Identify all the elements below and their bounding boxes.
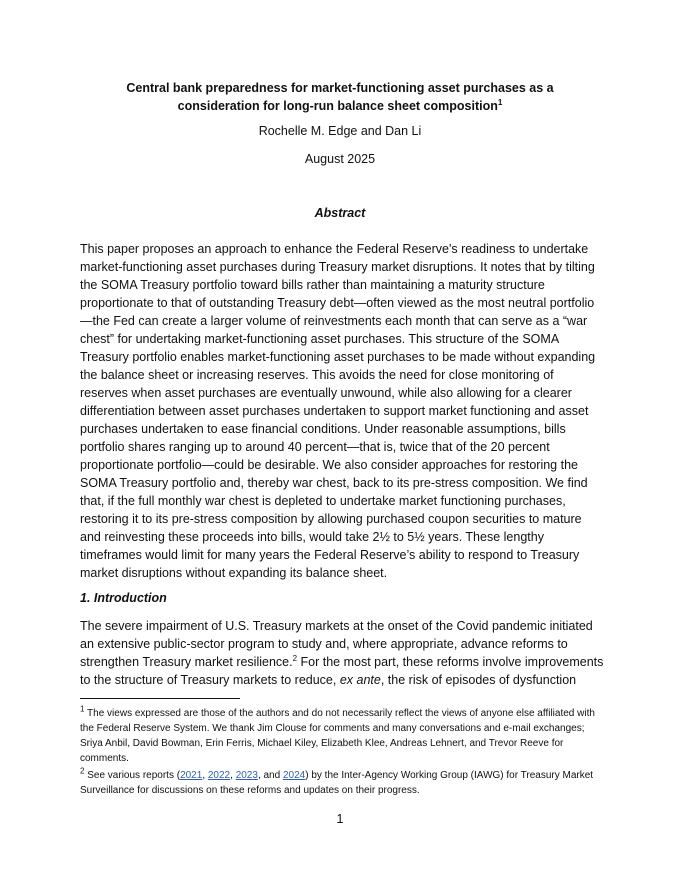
footnote-divider xyxy=(80,698,240,699)
intro-text-2: For the most part, these reforms involve improvements to the structure of Treasury markets to reduce, xyxy=(80,655,604,687)
report-link-2022[interactable]: 2022 xyxy=(207,770,231,781)
paper-title-text: Central bank preparedness for market-functioning asset purchases as a consideration for long-run balance sheet composition xyxy=(126,81,554,113)
footnote-2 xyxy=(80,768,605,798)
footnote-2-sep-3: , and xyxy=(257,770,283,781)
footnote-1 xyxy=(80,706,605,766)
abstract-body: This paper proposes an approach to enhance the Federal Reserve's readiness to undertake market-functioning asset purchases during Treasury market disruptions. It notes that by tilting the SOMA Treasury portfolio toward bills rather than maintaining a maturity structure proportionate to that of outstanding Treasury debt—often viewed as the most neutral portfolio—the Fed can create a larger volume of reinvestments each month that can serve as a “war chest” for undertaking market-functioning asset purchases. This structure of the SOMA Treasury portfolio enables market-functioning asset purchases to be made without expanding the balance sheet or increasing reserves. This avoids the need for close monitoring of reserves when asset purchases are eventually unwound, while also allowing for a clearer differentiation between asset purchases undertaken to support market functioning and asset purchases undertaken to ease financial conditions. Under reasonable assumptions, bills portfolio shares ranging up to around 40 percent—that is, twice that of the 20 percent proportionate portfolio—could be desirable. We also consider approaches for restoring the SOMA Treasury portfolio and, thereby war chest, back to its pre-stress composition. We find that, if the full monthly war chest is depleted to undertake market functioning purchases, restoring it to its pre-stress composition by allowing purchased coupon securities to mature and reinvesting these proceeds into bills, would take 2½ to 5½ years. These lengthy timeframes would limit for many years the Federal Reserve’s ability to respond to Treasury market disruptions without expanding its balance sheet. xyxy=(80,242,596,580)
title-footnote-marker: 1 xyxy=(497,97,503,107)
report-link-2021[interactable]: 2021 xyxy=(180,770,203,781)
section-heading-introduction: 1. Introduction xyxy=(80,591,167,605)
footnote-2-marker: 2 xyxy=(80,766,85,776)
footnote-2-sep-2: , xyxy=(230,770,236,781)
abstract-heading: Abstract xyxy=(314,206,366,220)
page-number: 1 xyxy=(336,812,344,826)
footnote-1-marker: 1 xyxy=(80,704,85,714)
report-link-2024[interactable]: 2024 xyxy=(282,770,306,781)
report-link-2023[interactable]: 2023 xyxy=(235,770,258,781)
footnote-1-text: The views expressed are those of the authors and do not necessarily reflect the views of anyone else affiliated with the Federal Reserve System. We thank Jim Clouse for comments and many conversations and e-mail exchanges; Sriya Anbil, David Bowman, Erin Ferris, Michael Kiley, Elizabeth Klee, Andreas Lehnert, and Trevor Reeve for comments. xyxy=(80,708,595,764)
footnote-2-sep-1: , xyxy=(202,770,208,781)
paper-title xyxy=(100,79,580,115)
introduction-paragraph xyxy=(80,617,605,689)
publication-date: August 2025 xyxy=(304,152,376,166)
intro-text-3: , the risk of episodes of dysfunction xyxy=(380,673,577,687)
intro-footnote-marker: 2 xyxy=(292,653,298,663)
footnote-2-text-after: ) by the Inter-Agency Working Group (IAWG) for Treasury Market Surveillance for discussions on these reforms and updates on their progress. xyxy=(80,770,594,796)
intro-emphasis: ex ante xyxy=(339,673,381,687)
authors: Rochelle M. Edge and Dan Li xyxy=(258,124,422,138)
footnote-2-text-before: See various reports ( xyxy=(84,770,181,781)
intro-text-1: The severe impairment of U.S. Treasury markets at the onset of the Covid pandemic initiated an extensive public-sector program to study and, where appropriate, advance reforms to strengthen Treasury market resilience. xyxy=(80,619,593,669)
